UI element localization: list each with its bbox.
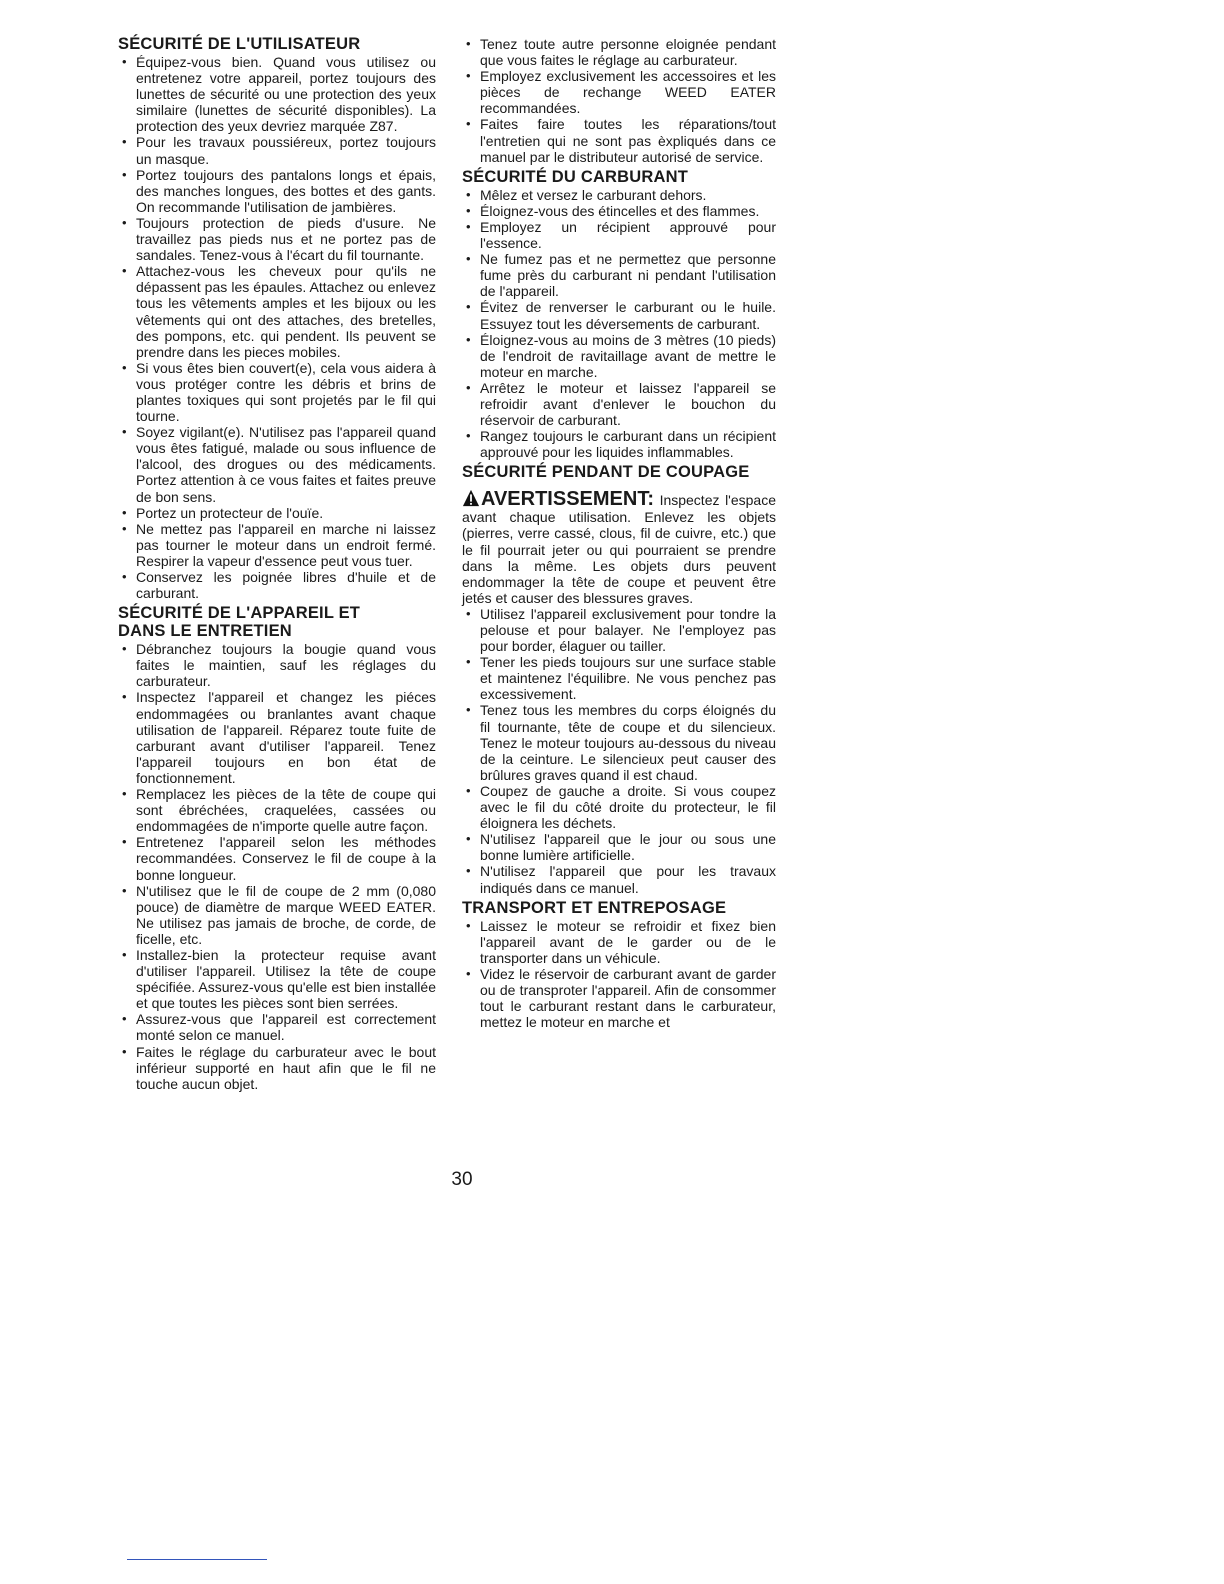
bullet-list <box>118 54 436 601</box>
footer-rule <box>127 1559 267 1560</box>
list-item: • N'utilisez que le fil de coupe de 2 mm (0,080 pouce) de diamètre de marque WEED EATER. Ne utilisez pas jamais de broche, de corde, de ficelle, etc. <box>118 883 436 947</box>
list-item: • Assurez-vous que l'appareil est correctement monté selon ce manuel. <box>118 1011 436 1043</box>
list-item: • Inspectez l'appareil et changez les piéces endommagées ou branlantes avant chaque utilisation de l'appareil. Réparez toute fuite de carburant avant d'utiliser l'appareil. Tenez l'appareil toujours en bon état de fonctionnement. <box>118 689 436 786</box>
section-transport-storage <box>462 900 776 1031</box>
bullet-list <box>118 641 436 1092</box>
list-item: • Installez-bien la protecteur requise avant d'utiliser l'appareil. Utilisez la tête de coupe spécifiée. Assurez-vous qu'elle est bien installée et que toutes les pièces sont bien serrées. <box>118 947 436 1011</box>
list-item: • Entretenez l'appareil selon les méthodes recommandées. Conservez le fil de coupe à la bonne longueur. <box>118 834 436 882</box>
section-title: SÉCURITÉ PENDANT DE COUPAGE <box>462 463 750 482</box>
bullet-list-continued <box>462 36 776 165</box>
page-number: 30 <box>451 1169 473 1190</box>
list-item: • Si vous êtes bien couvert(e), cela vous aidera à vous protéger contre les débris et brins de plantes toxiques qui sont projetés par le fil qui tourne. <box>118 360 436 424</box>
list-item: • Tenez tous les membres du corps éloignés du fil tournante, tête de coupe et du silencieux. Tenez le moteur toujours au-dessous du niveau de la ceinture. Le silencieux peut causer des brûlures graves quand il est chaud. <box>462 702 776 782</box>
list-item: • Tenez toute autre personne eloignée pendant que vous faites le réglage au carburateur. <box>462 36 776 68</box>
list-item: • Évitez de renverser le carburant ou le huile. Essuyez tout les déversements de carburant. <box>462 299 776 331</box>
section-fuel-safety <box>462 169 776 461</box>
list-item: • Mêlez et versez le carburant dehors. <box>462 187 776 203</box>
list-item: • Éloignez-vous au moins de 3 mètres (10 pieds) de l'endroit de ravitaillage avant de mettre le moteur en marche. <box>462 332 776 380</box>
section-cutting-safety <box>462 464 776 895</box>
list-item: • Faites le réglage du carburateur avec le bout inférieur supporté en haut afin que le fil ne touche aucun objet. <box>118 1044 436 1092</box>
list-item: • Rangez toujours le carburant dans un récipient approuvé pour les liquides inflammables. <box>462 428 776 460</box>
warning-text: Inspectez l'espace avant chaque utilisation. Enlevez les objets (pierres, verre cassé, clous, fil de cuivre, etc.) que le fil pourrait jeter ou qui pourraient se prendre dans la même. Les objets durs peuvent endommager la tête de coupe et peuvent être jetés et causer des blessures graves. <box>462 492 776 606</box>
right-column <box>462 36 776 1032</box>
list-item: • N'utilisez l'appareil que pour les travaux indiqués dans ce manuel. <box>462 863 776 895</box>
list-item: • Débranchez toujours la bougie quand vous faites le maintien, sauf les réglages du carburateur. <box>118 641 436 689</box>
list-item: • Conservez les poignée libres d'huile et de carburant. <box>118 569 436 601</box>
list-item: • Employez exclusivement les accessoires et les pièces de rechange WEED EATER recommandées. <box>462 68 776 116</box>
warning-triangle-icon <box>462 489 480 507</box>
list-item: • Laissez le moteur se refroidir et fixez bien l'appareil avant de le garder ou de le transporter dans un véhicule. <box>462 918 776 966</box>
section-title-line2: DANS LE ENTRETIEN <box>118 622 292 641</box>
list-item: • Portez toujours des pantalons longs et épais, des manches longues, des bottes et des gants. On recommande l'utilisation de jambières. <box>118 167 436 215</box>
section-title: SÉCURITÉ DU CARBURANT <box>462 167 689 186</box>
list-item: • Utilisez l'appareil exclusivement pour tondre la pelouse et pour balayer. Ne l'employez pas pour border, élaguer ou tailler. <box>462 606 776 654</box>
list-item: • Employez un récipient approuvé pour l'essence. <box>462 219 776 251</box>
list-item: • Videz le réservoir de carburant avant de garder ou de transproter l'appareil. Afin de consommer tout le carburant restant dans le carburateur, mettez le moteur en marche et <box>462 966 776 1030</box>
list-item: • Tener les pieds toujours sur une surface stable et maintenez l'équilibre. Ne vous penchez pas excessivement. <box>462 654 776 702</box>
list-item: • Soyez vigilant(e). N'utilisez pas l'appareil quand vous êtes fatigué, malade ou sous influence de l'alcool, des drogues ou des médicaments. Portez attention à ce vous faites et faites preuve de bon sens. <box>118 424 436 504</box>
section-user-safety <box>118 36 436 601</box>
list-item: • Toujours protection de pieds d'usure. Ne travaillez pas pieds nus et ne portez pas de sandales. Tenez-vous à l'écart du fil tournante. <box>118 215 436 263</box>
list-item: • Éloignez-vous des étincelles et des flammes. <box>462 203 776 219</box>
section-title-line1: SÉCURITÉ DE L'APPAREIL ET <box>118 604 361 623</box>
bullet-list <box>462 187 776 461</box>
list-item: • Pour les travaux poussiéreux, portez toujours un masque. <box>118 134 436 166</box>
list-item: • N'utilisez l'appareil que le jour ou sous une bonne lumière artificielle. <box>462 831 776 863</box>
warning-heading <box>462 489 654 509</box>
list-item: • Ne mettez pas l'appareil en marche ni laissez pas tourner le moteur dans un endroit fermé. Respirer la vapeur d'essence peut vous tuer. <box>118 521 436 569</box>
list-item: • Ne fumez pas et ne permettez que personne fume près du carburant ni pendant l'utilisation de l'appareil. <box>462 251 776 299</box>
left-column <box>118 36 436 1094</box>
bullet-list <box>462 606 776 896</box>
section-device-maintenance <box>118 605 436 1092</box>
warning-label: AVERTISSEMENT: <box>481 488 654 511</box>
list-item: • Arrêtez le moteur et laissez l'appareil se refroidir avant d'enlever le bouchon du réservoir de carburant. <box>462 380 776 428</box>
section-title: SÉCURITÉ DE L'UTILISATEUR <box>118 35 361 53</box>
list-item: • Remplacez les pièces de la tête de coupe qui sont ébréchées, craquelées, cassées ou endommagées de n'importe quelle autre façon. <box>118 786 436 834</box>
list-item: • Faites faire toutes les réparations/tout l'entretien qui ne sont pas èxpliqués dans ce manuel par le distributeur autorisé de service. <box>462 116 776 164</box>
list-item: • Portez un protecteur de l'ouïe. <box>118 505 436 521</box>
list-item: • Coupez de gauche a droite. Si vous coupez avec le fil du côté droite du protecteur, le fil éloignera les déchets. <box>462 783 776 831</box>
bullet-list <box>462 918 776 1031</box>
list-item: • Attachez-vous les cheveux pour qu'ils ne dépassent pas les épaules. Attachez ou enlevez tous les vêtements amples et les bijoux ou les vêtements qui ont des attaches, des bretelles, des pompons, etc. qui pendent. Ils peuvent se prendre dans les pieces mobiles. <box>118 263 436 360</box>
list-item: • Équipez-vous bien. Quand vous utilisez ou entretenez votre appareil, portez toujours des lunettes de sécurité ou une protection des yeux similaire (lunettes de sécurité disponibles). La protection des yeux devriez marquée Z87. <box>118 54 436 134</box>
warning-block <box>462 489 776 606</box>
section-title: TRANSPORT ET ENTREPOSAGE <box>462 898 727 917</box>
